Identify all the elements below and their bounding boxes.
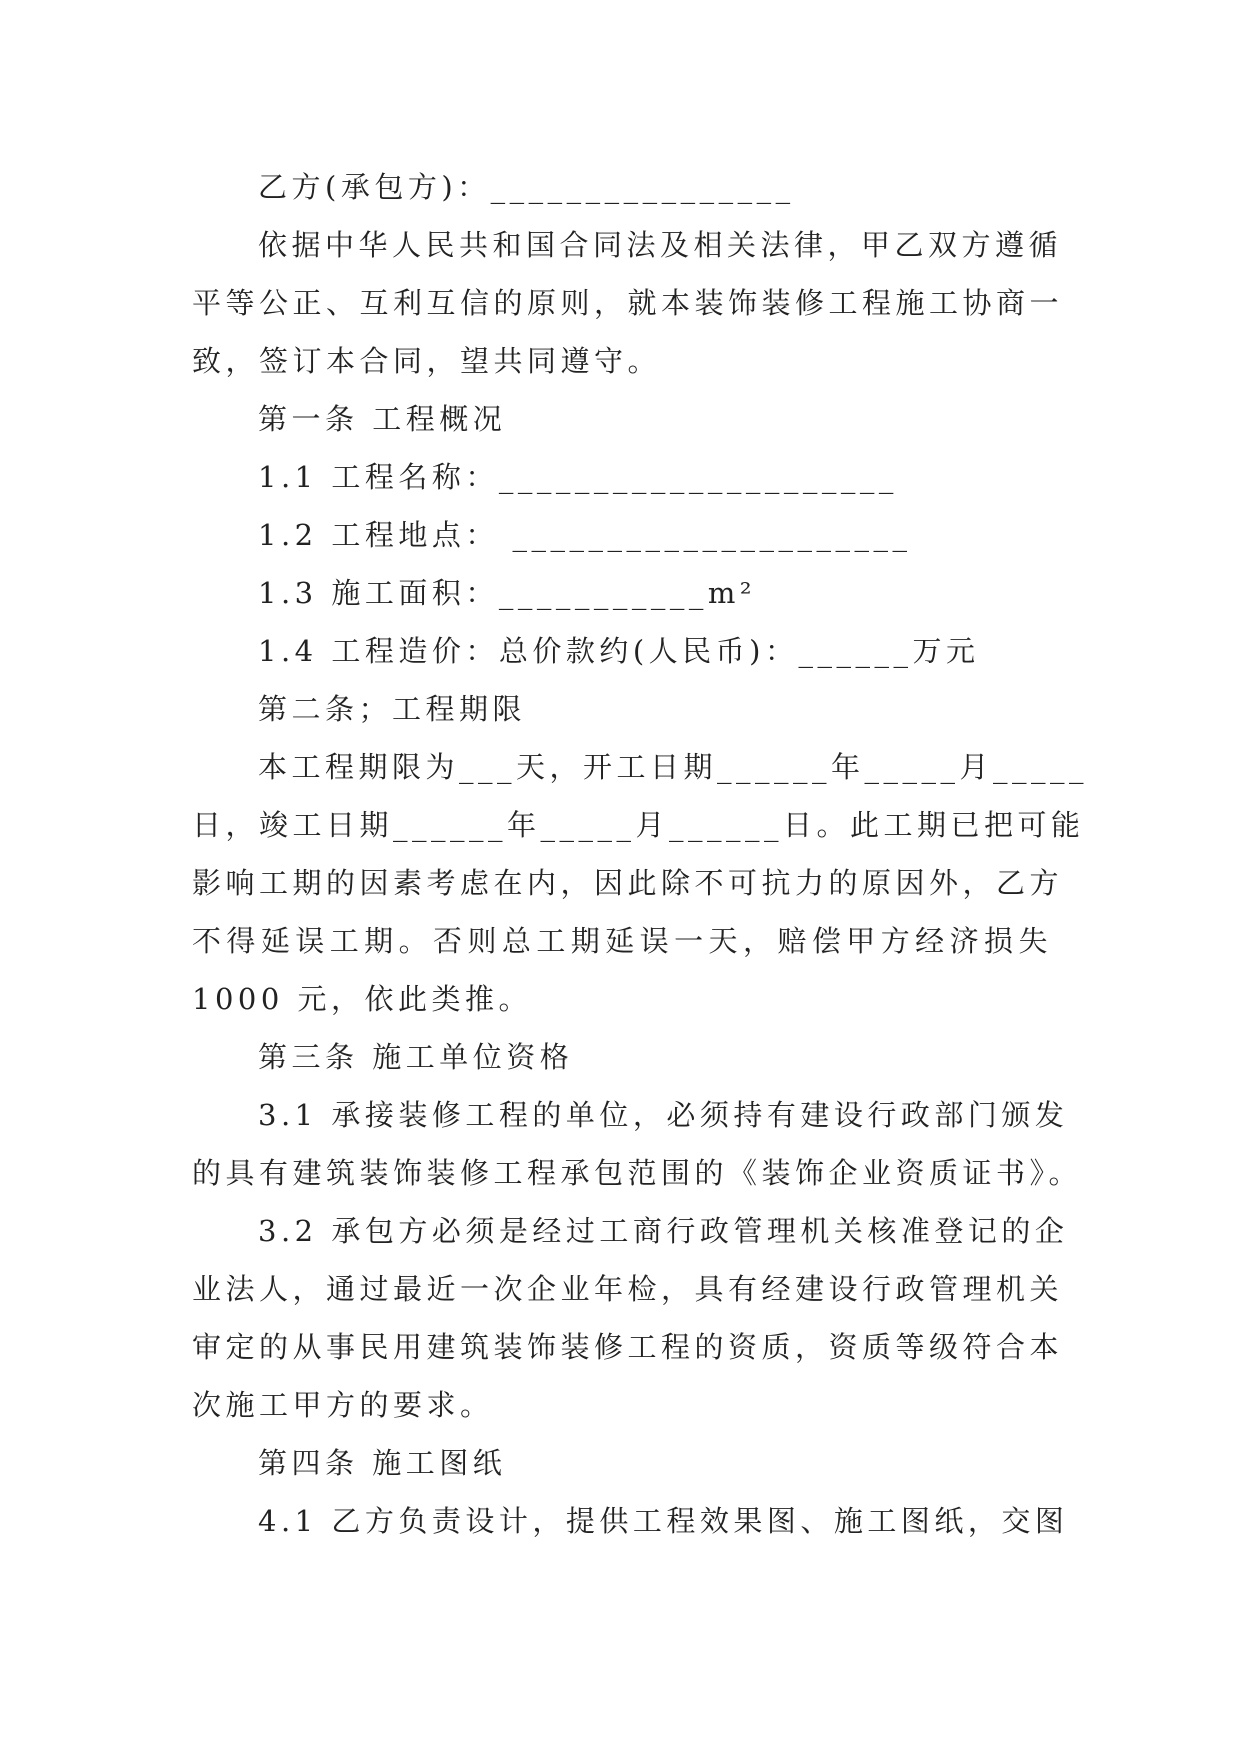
clause-3-1-line-2: 的具有建筑装饰装修工程承包范围的《装饰企业资质证书》。 bbox=[192, 1156, 1083, 1190]
clause-1-4: 1.4 工程造价：总价款约(人民币)：______万元 bbox=[258, 634, 980, 668]
article-2-line-4: 不得延误工期。否则总工期延误一天，赔偿甲方经济损失 bbox=[192, 924, 1052, 958]
clause-3-1-line-1: 3.1 承接装修工程的单位，必须持有建设行政部门颁发 bbox=[258, 1098, 1069, 1132]
article-3-heading: 第三条 施工单位资格 bbox=[258, 1040, 574, 1074]
article-4-heading: 第四条 施工图纸 bbox=[258, 1446, 507, 1480]
clause-1-3: 1.3 施工面积：___________m² bbox=[258, 576, 756, 610]
clause-1-1: 1.1 工程名称：_____________________ bbox=[258, 460, 898, 494]
party-b-line: 乙方(承包方)：________________ bbox=[258, 170, 795, 204]
article-2-line-1: 本工程期限为___天，开工日期______年_____月_____ bbox=[258, 750, 1089, 784]
preamble-line-2: 平等公正、互利互信的原则，就本装饰装修工程施工协商一 bbox=[192, 286, 1064, 320]
clause-3-2-line-2: 业法人，通过最近一次企业年检，具有经建设行政管理机关 bbox=[192, 1272, 1064, 1306]
contract-body bbox=[192, 158, 1089, 1550]
preamble-line-3: 致，签订本合同，望共同遵守。 bbox=[192, 344, 662, 378]
article-1-heading: 第一条 工程概况 bbox=[258, 402, 507, 436]
article-2-line-5: 1000 元，依此类推。 bbox=[192, 982, 533, 1016]
article-2-heading: 第二条；工程期限 bbox=[258, 692, 527, 726]
clause-1-2: 1.2 工程地点： _____________________ bbox=[258, 518, 912, 552]
clause-3-2-line-3: 审定的从事民用建筑装饰装修工程的资质，资质等级符合本 bbox=[192, 1330, 1064, 1364]
clause-3-2-line-4: 次施工甲方的要求。 bbox=[192, 1388, 494, 1422]
article-2-line-2: 日，竣工日期______年_____月______日。此工期已把可能 bbox=[192, 808, 1085, 842]
clause-4-1-line-1: 4.1 乙方负责设计，提供工程效果图、施工图纸，交图 bbox=[258, 1504, 1069, 1538]
clause-3-2-line-1: 3.2 承包方必须是经过工商行政管理机关核准登记的企 bbox=[258, 1214, 1069, 1248]
preamble-line-1: 依据中华人民共和国合同法及相关法律，甲乙双方遵循 bbox=[258, 228, 1063, 262]
article-2-line-3: 影响工期的因素考虑在内，因此除不可抗力的原因外，乙方 bbox=[192, 866, 1064, 900]
